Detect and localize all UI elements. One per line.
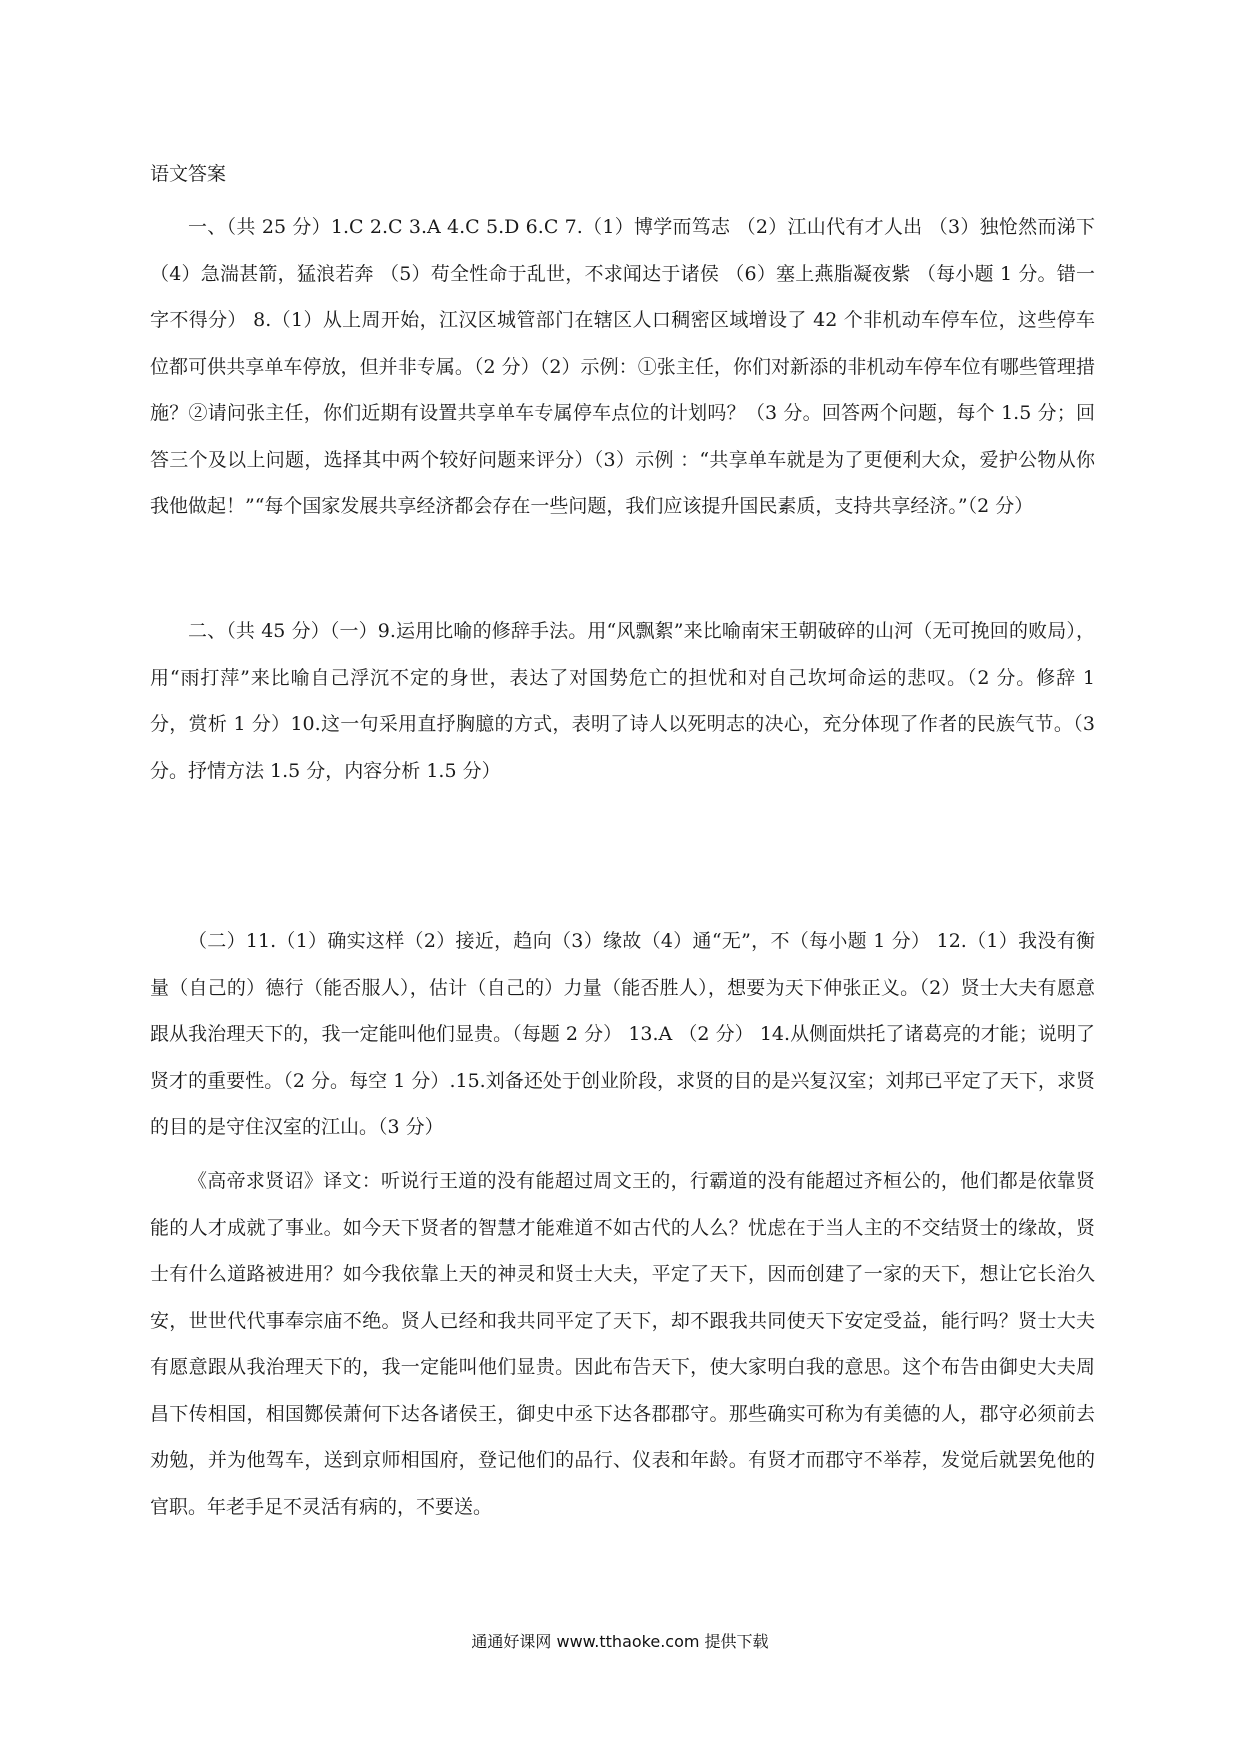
answer-section-two-part-two: （二）11.（1）确实这样（2）接近，趋向（3）缘故（4）通“无”，不（每小题 1 分） 12.（1）我没有衡量（自己的）德行（能否服人），估计（自己的）力量（能否胜人），想要为天下伸张正义。（2）贤士大夫有愿意跟从我治理天下的，我一定能叫他们显贵。（每题 2 分） 13.A （2 分） 14.从侧面烘托了诸葛亮的才能；说明了贤才的重要性。（2 分。每空 1 分）.15.刘备还处于创业阶段，求贤的目的是兴复汉室；刘邦已平定了天下，求贤的目的是守住汉室的江山。（3 分）: [150, 930, 1095, 1138]
answer-section-one: 一、（共 25 分）1.C 2.C 3.A 4.C 5.D 6.C 7.（1）博学而笃志 （2）江山代有才人出 （3）独怆然而涕下 （4）急湍甚箭，猛浪若奔 （5）苟全性命于乱世，不求闻达于诸侯 （6）塞上燕脂凝夜紫 （每小题 1 分。错一字不得分） 8.（1）从上周开始，江汉区城管部门在辖区人口稠密区域增设了 42 个非机动车停车位，这些停车位都可供共享单车停放，但并非专属。（2 分）（2）示例：①张主任，你们对新添的非机动车停车位有哪些管理措施？②请问张主任，你们近期有设置共享单车专属停车点位的计划吗？（3 分。回答两个问题，每个 1.5 分；回答三个及以上问题，选择其中两个较好问题来评分）（3）示例 ：“共享单车就是为了更便利大众，爱护公物从你我他做起！”“每个国家发展共享经济都会存在一些问题，我们应该提升国民素质，支持共享经济。”（2 分）: [150, 216, 1095, 517]
answer-section-two-part-one: 二、（共 45 分）（一）9.运用比喻的修辞手法。用“风飘絮”来比喻南宋王朝破碎的山河（无可挽回的败局），用“雨打萍”来比喻自己浮沉不定的身世，表达了对国势危亡的担忧和对自己坎坷命运的悲叹。（2 分。修辞 1 分，赏析 1 分）10.这一句采用直抒胸臆的方式，表明了诗人以死明志的决心，充分体现了作者的民族气节。（3 分。抒情方法 1.5 分，内容分析 1.5 分）: [150, 620, 1095, 782]
document-title: 语文答案: [150, 163, 227, 185]
footer-watermark: 通通好课网 www.tthaoke.com 提供下载: [471, 1632, 769, 1651]
translation-paragraph: 《高帝求贤诏》译文：听说行王道的没有能超过周文王的，行霸道的没有能超过齐桓公的，他们都是依靠贤能的人才成就了事业。如今天下贤者的智慧才能难道不如古代的人么？忧虑在于当人主的不交结贤士的缘故，贤士有什么道路被进用？如今我依靠上天的神灵和贤士大夫，平定了天下，因而创建了一家的天下，想让它长治久安，世世代代事奉宗庙不绝。贤人已经和我共同平定了天下，却不跟我共同使天下安定受益，能行吗？贤士大夫有愿意跟从我治理天下的，我一定能叫他们显贵。因此布告天下，使大家明白我的意思。这个布告由御史大夫周昌下传相国，相国酂侯萧何下达各诸侯王，御史中丞下达各郡郡守。那些确实可称为有美德的人，郡守必须前去劝勉，并为他驾车，送到京师相国府，登记他们的品行、仪表和年龄。有贤才而郡守不举荐，发觉后就罢免他的官职。年老手足不灵活有病的，不要送。: [150, 1170, 1095, 1518]
